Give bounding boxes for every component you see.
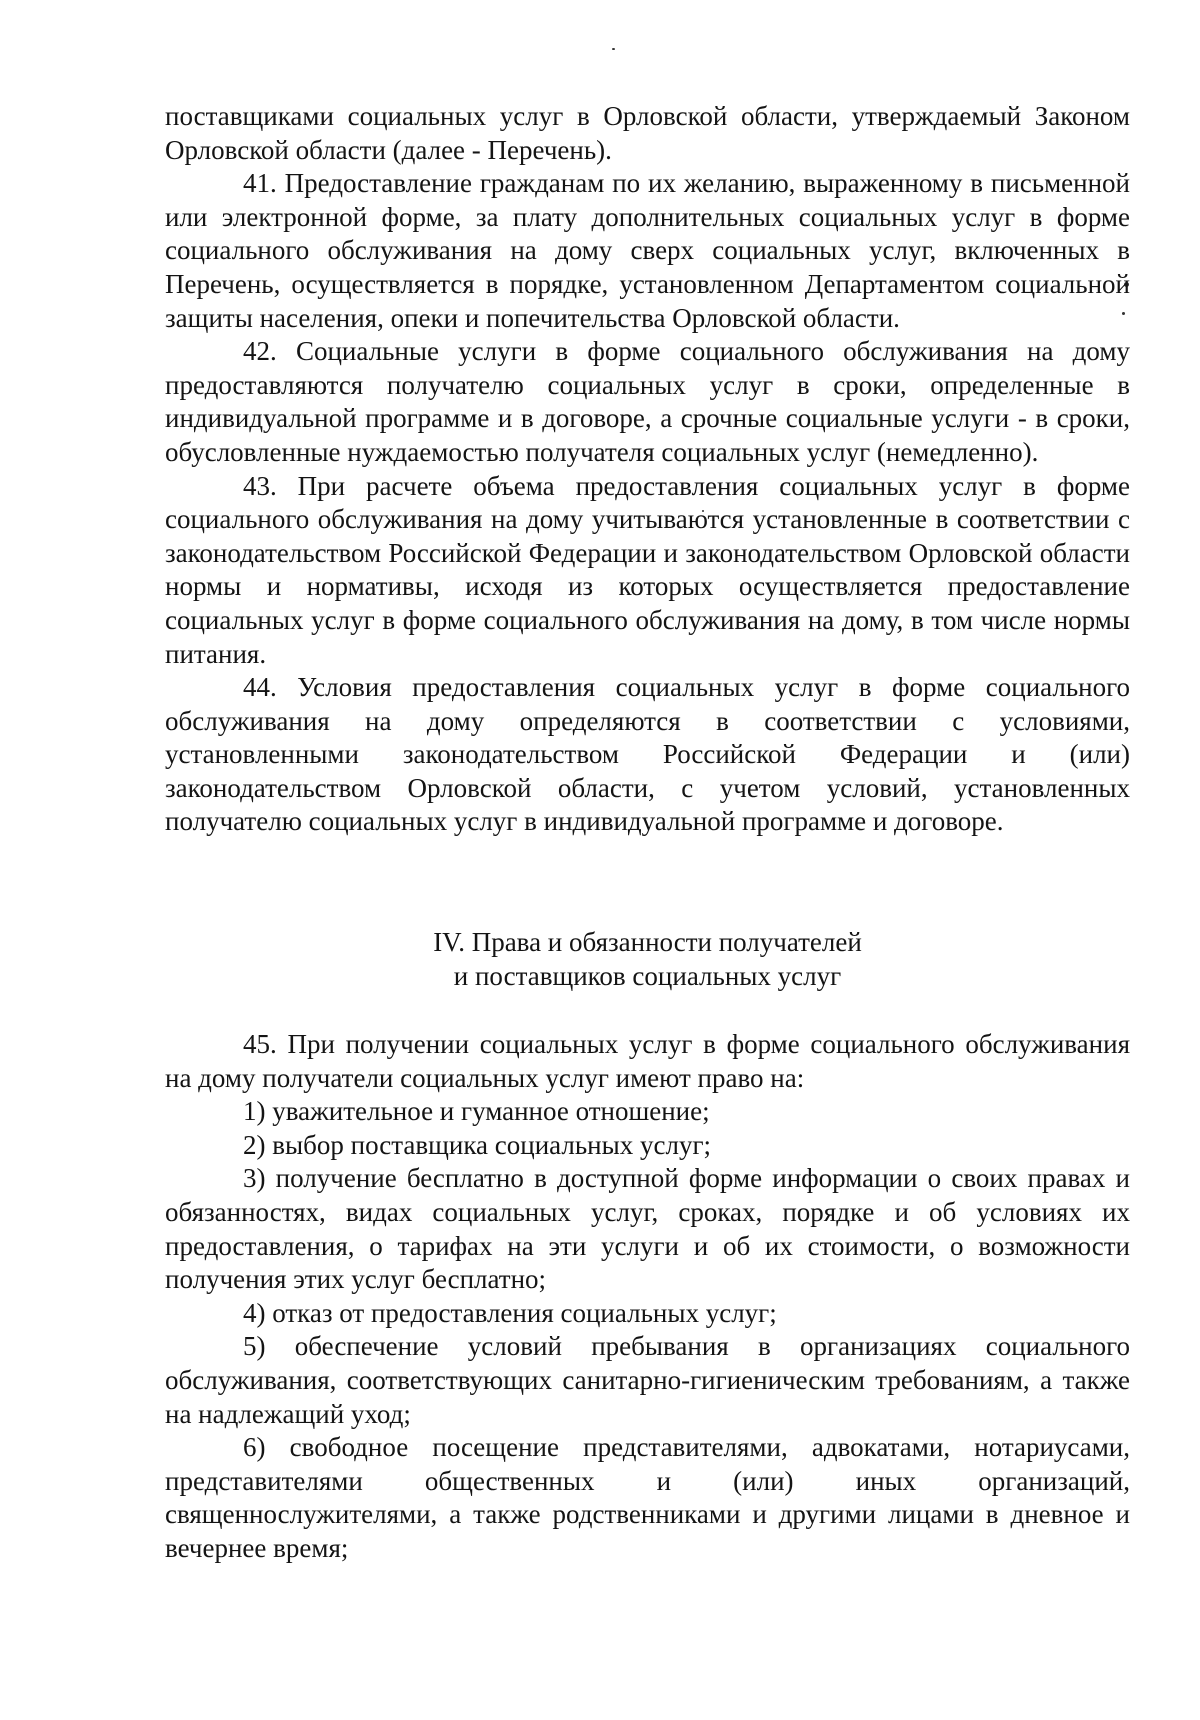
paragraph-44: 44. Условия предоставления социальных услуг в форме социального обслуживания на дому определяются в соответствии с условиями, установленными законодательством Российской Федерации и (или) законодательством Орловской области, с учетом условий, установленных получателю социальных услуг в индивидуальной программе и договоре. <box>165 672 1130 837</box>
paragraph-41: 41. Предоставление гражданам по их желанию, выраженному в письменной или электронной форме, за плату дополнительных социальных услуг в форме социального обслуживания на дому сверх социальных услуг, включенных в Перечень, осуществляется в порядке, установленном Департаментом социальной защиты населения, опеки и попечительства Орловской области. <box>165 168 1130 333</box>
section-heading-line-2: и поставщиков социальных услуг <box>453 961 842 991</box>
list-item-45-6: 6) свободное посещение представителями, адвокатами, нотариусами, представителями общественных и (или) иных организаций, священнослужителями, а также родственниками и другими лицами в дневное и вечернее время; <box>165 1432 1130 1563</box>
list-item-45-5: 5) обеспечение условий пребывания в организациях социального обслуживания, соответствующих санитарно-гигиеническим требованиям, а также на надлежащий уход; <box>165 1331 1130 1429</box>
section-heading-line-1: IV. Права и обязанности получателей <box>433 927 862 957</box>
body-text-top <box>165 100 1130 839</box>
scan-speck <box>612 48 615 50</box>
body-text-bottom <box>165 1028 1130 1566</box>
section-heading <box>165 925 1130 993</box>
paragraph-40-continuation: поставщиками социальных услуг в Орловской области, утверждаемый Законом Орловской области (далее - Перечень). <box>165 101 1130 165</box>
list-item-45-4: 4) отказ от предоставления социальных услуг; <box>243 1297 777 1328</box>
paragraph-42: 42. Социальные услуги в форме социального обслуживания на дому предоставляются получателю социальных услуг в сроки, определенные в индивидуальной программе и в договоре, а срочные социальные услуги - в сроки, обусловленные нуждаемостью получателя социальных услуг (немедленно). <box>165 336 1130 467</box>
paragraph-45: 45. При получении социальных услуг в форме социального обслуживания на дому получатели социальных услуг имеют право на: <box>165 1029 1130 1093</box>
list-item-45-1: 1) уважительное и гуманное отношение; <box>243 1096 710 1127</box>
paragraph-43: 43. При расчете объема предоставления социальных услуг в форме социального обслуживания на дому учитываются установленные в соответствии с законодательством Российской Федерации и законодательством Орловской области нормы и нормативы, исходя из которых осуществляется предоставление социальных услуг в форме социального обслуживания на дому, в том числе нормы питания. <box>165 470 1130 669</box>
list-item-45-2: 2) выбор поставщика социальных услуг; <box>243 1129 712 1160</box>
list-item-45-3: 3) получение бесплатно в доступной форме информации о своих правах и обязанностях, видах социальных услуг, сроках, порядке и об условиях их предоставления, о тарифах на эти услуги и об их стоимости, о возможности получения этих услуг бесплатно; <box>165 1163 1130 1295</box>
